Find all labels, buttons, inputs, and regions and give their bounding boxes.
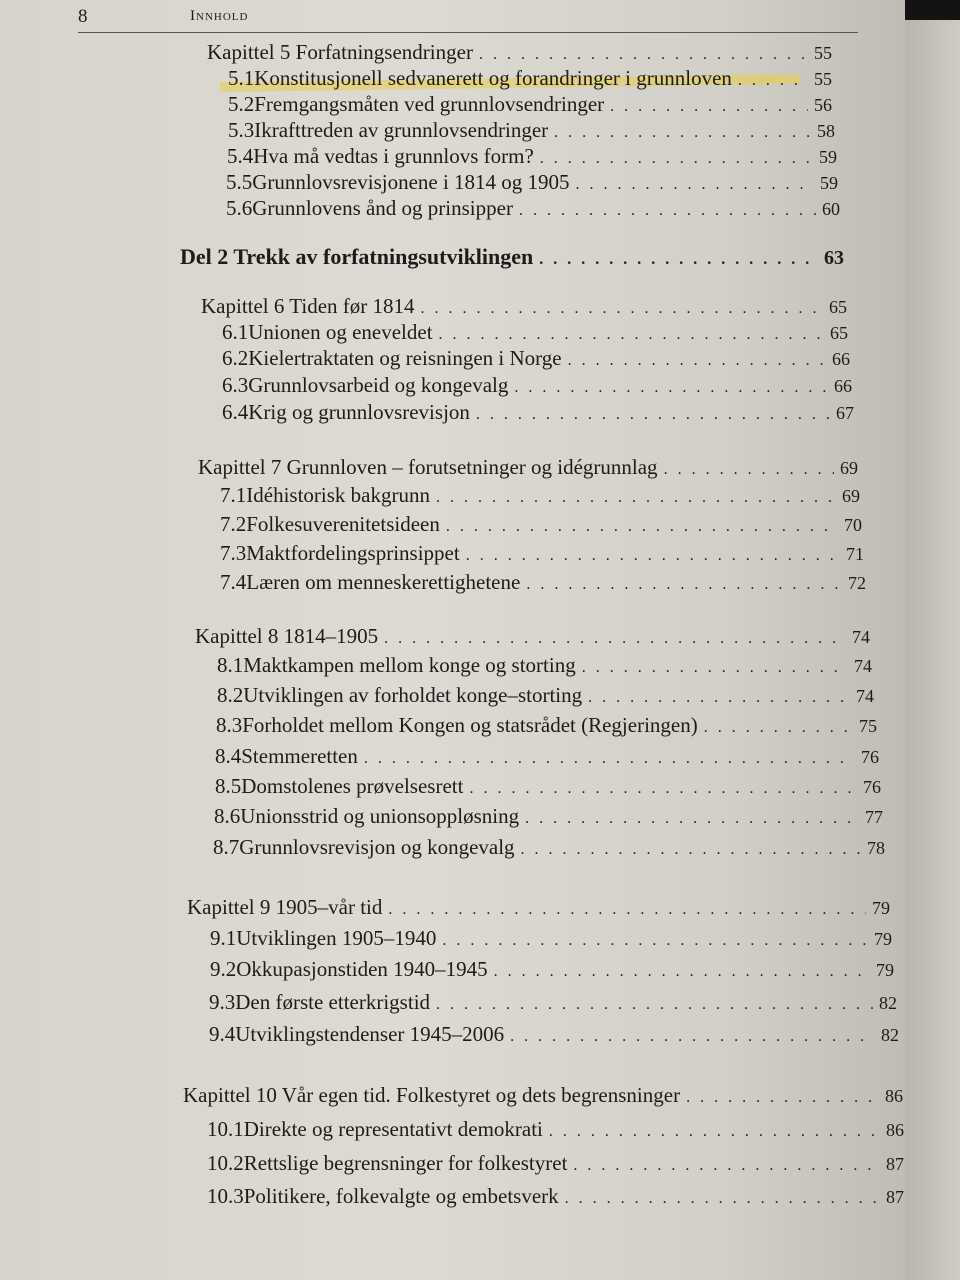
page-ref: 60 — [822, 199, 840, 219]
toc-entry — [207, 40, 832, 65]
section-number: 7.1 — [220, 483, 247, 507]
section-title: Konstitusjonell sedvanerett og forandringer i grunnloven — [254, 66, 732, 90]
toc-entry — [183, 1083, 903, 1108]
page-ref: 69 — [842, 486, 860, 506]
leader-dots — [610, 98, 808, 116]
page-ref: 87 — [886, 1187, 904, 1207]
toc-entry — [222, 373, 852, 398]
section-number: 8.5 — [215, 774, 242, 798]
toc-entry — [214, 804, 883, 829]
chapter-title: Kapittel 5 Forfatningsendringer — [207, 40, 473, 64]
section-title: Direkte og representativt demokrati — [243, 1117, 543, 1141]
toc-entry — [226, 196, 840, 221]
toc-entry — [198, 455, 858, 480]
toc-entry — [228, 92, 832, 117]
toc-entry — [220, 570, 866, 595]
section-number: 6.2 — [222, 346, 249, 370]
toc-entry — [201, 294, 847, 319]
leader-dots — [576, 176, 814, 194]
leader-dots — [686, 1089, 879, 1107]
leader-dots — [664, 461, 834, 479]
section-title: Unionen og eneveldet — [248, 320, 433, 344]
section-number: 8.1 — [217, 653, 244, 677]
page-ref: 71 — [846, 544, 864, 564]
toc-entry — [187, 895, 890, 920]
leader-dots — [364, 750, 855, 768]
page-ref: 69 — [840, 458, 858, 478]
section-number: 5.1 — [228, 66, 255, 90]
page-ref: 55 — [814, 43, 832, 63]
toc-entry — [217, 653, 872, 678]
leader-dots — [540, 150, 813, 168]
chapter-title: Kapittel 9 1905–vår tid — [187, 895, 383, 919]
chapter-title: Kapittel 10 Vår egen tid. Folkestyret og dets begrensninger — [183, 1083, 681, 1107]
leader-dots — [494, 963, 870, 981]
leader-dots — [466, 547, 840, 565]
toc-entry — [215, 774, 881, 799]
leader-dots — [388, 901, 866, 919]
page-ref: 55 — [814, 69, 832, 89]
section-number: 5.5 — [226, 170, 253, 194]
page-ref: 75 — [859, 716, 877, 736]
page-ref: 78 — [867, 838, 885, 858]
section-number: 6.4 — [222, 400, 249, 424]
section-title: Maktkampen mellom konge og storting — [243, 653, 576, 677]
toc-entry — [210, 957, 894, 982]
leader-dots — [738, 72, 808, 90]
page-ref: 86 — [886, 1120, 904, 1140]
page-ref: 82 — [879, 993, 897, 1013]
page-ref: 59 — [820, 173, 838, 193]
toc-entry — [228, 118, 835, 143]
page-ref: 79 — [872, 898, 890, 918]
section-number: 10.2 — [207, 1151, 244, 1175]
leader-dots — [436, 996, 873, 1014]
section-title: Idéhistorisk bakgrunn — [246, 483, 430, 507]
section-number: 9.4 — [209, 1022, 236, 1046]
toc-entry — [209, 1022, 899, 1047]
leader-dots — [526, 576, 842, 594]
section-title: Grunnlovsrevisjonene i 1814 og 1905 — [252, 170, 570, 194]
page-ref: 59 — [819, 147, 837, 167]
section-title: Rettslige begrensninger for folkestyret — [243, 1151, 568, 1175]
toc-entry — [222, 400, 854, 425]
section-title: Forholdet mellom Kongen og statsrådet (Regjeringen) — [242, 713, 698, 737]
page-ref: 82 — [881, 1025, 899, 1045]
chapter-title: Kapittel 8 1814–1905 — [195, 624, 379, 648]
section-number: 7.4 — [220, 570, 247, 594]
section-title: Læren om menneskerettighetene — [246, 570, 521, 594]
section-title: Den første etterkrigstid — [235, 990, 431, 1014]
section-title: Maktfordelingsprinsippet — [246, 541, 460, 565]
toc-entry — [216, 713, 877, 738]
leader-dots — [442, 932, 868, 950]
chapter-title: Kapittel 7 Grunnloven – forutsetninger og idégrunnlag — [198, 455, 658, 479]
section-number: 5.4 — [227, 144, 254, 168]
section-title: Krig og grunnlovsrevisjon — [248, 400, 470, 424]
page-ref: 77 — [865, 807, 883, 827]
page-number: 8 — [78, 6, 88, 27]
section-number: 9.1 — [210, 926, 237, 950]
leader-dots — [588, 689, 850, 707]
page-ref: 67 — [836, 403, 854, 423]
leader-dots — [519, 202, 816, 220]
section-title: Unionsstrid og unionsoppløsning — [240, 804, 520, 828]
leader-dots — [510, 1028, 875, 1046]
page-ref: 76 — [863, 777, 881, 797]
section-number: 8.2 — [217, 683, 244, 707]
toc-entry — [207, 1151, 904, 1176]
part-title: Del 2 Trekk av forfatningsutviklingen — [180, 244, 534, 269]
page-ref: 70 — [844, 515, 862, 535]
page-ref: 65 — [829, 297, 847, 317]
toc-entry — [207, 1117, 904, 1142]
toc-entry — [220, 512, 862, 537]
leader-dots — [525, 810, 859, 828]
leader-dots — [421, 300, 824, 318]
toc-entry — [220, 483, 860, 508]
toc-entry — [217, 683, 874, 708]
leader-dots — [521, 841, 861, 859]
section-number: 10.3 — [207, 1184, 244, 1208]
toc-entry — [226, 170, 838, 195]
toc-entry — [228, 66, 832, 91]
page-ref: 74 — [852, 627, 870, 647]
section-number: 9.2 — [210, 957, 237, 981]
page-ref: 79 — [874, 929, 892, 949]
leader-dots — [514, 379, 828, 397]
toc-entry — [227, 144, 837, 169]
leader-dots — [384, 630, 846, 648]
leader-dots — [582, 659, 848, 677]
page-ref: 63 — [824, 247, 844, 269]
section-title: Utviklingen 1905–1940 — [236, 926, 437, 950]
leader-dots — [704, 719, 853, 737]
section-title: Politikere, folkevalgte og embetsverk — [243, 1184, 559, 1208]
section-number: 6.3 — [222, 373, 249, 397]
section-title: Utviklingen av forholdet konge–storting — [243, 683, 583, 707]
section-number: 5.2 — [228, 92, 255, 116]
leader-dots — [439, 326, 824, 344]
page-ref: 79 — [876, 960, 894, 980]
leader-dots — [565, 1190, 880, 1208]
toc-part-entry — [180, 244, 844, 270]
toc-entry — [222, 346, 850, 371]
leader-dots — [554, 124, 811, 142]
running-head: Innhold — [190, 8, 249, 24]
toc-entry — [220, 541, 864, 566]
toc-entry — [209, 990, 897, 1015]
section-title: Utviklingstendenser 1945–2006 — [235, 1022, 505, 1046]
section-number: 8.7 — [213, 835, 240, 859]
page-ref: 74 — [854, 656, 872, 676]
section-number: 7.3 — [220, 541, 247, 565]
section-number: 8.4 — [215, 744, 242, 768]
section-title: Grunnlovsarbeid og kongevalg — [248, 373, 509, 397]
section-title: Okkupasjonstiden 1940–1945 — [236, 957, 488, 981]
section-title: Kielertraktaten og reisningen i Norge — [248, 346, 562, 370]
toc-entry — [222, 320, 848, 345]
chapter-title: Kapittel 6 Tiden før 1814 — [201, 294, 415, 318]
toc-entry — [213, 835, 885, 860]
page-ref: 65 — [830, 323, 848, 343]
page-ref: 87 — [886, 1154, 904, 1174]
section-title: Hva må vedtas i grunnlovs form? — [253, 144, 534, 168]
section-number: 7.2 — [220, 512, 247, 536]
page-ref: 66 — [834, 376, 852, 396]
page-ref: 72 — [848, 573, 866, 593]
toc-entry — [207, 1184, 904, 1209]
leader-dots — [539, 251, 818, 269]
section-title: Grunnlovens ånd og prinsipper — [252, 196, 513, 220]
leader-dots — [436, 489, 836, 507]
adjacent-page-edge — [905, 20, 960, 1280]
toc-entry — [215, 744, 879, 769]
page-ref: 58 — [817, 121, 835, 141]
page-ref: 56 — [814, 95, 832, 115]
leader-dots — [476, 406, 830, 424]
section-title: Domstolenes prøvelsesrett — [241, 774, 464, 798]
section-title: Grunnlovsrevisjon og kongevalg — [239, 835, 515, 859]
leader-dots — [549, 1123, 880, 1141]
page-ref: 74 — [856, 686, 874, 706]
page-ref: 76 — [861, 747, 879, 767]
toc-entry — [195, 624, 870, 649]
page-ref: 66 — [832, 349, 850, 369]
leader-dots — [446, 518, 838, 536]
section-number: 6.1 — [222, 320, 249, 344]
section-number: 9.3 — [209, 990, 236, 1014]
leader-dots — [469, 780, 857, 798]
section-number: 8.3 — [216, 713, 243, 737]
section-number: 10.1 — [207, 1117, 244, 1141]
section-title: Stemmeretten — [241, 744, 358, 768]
section-number: 5.6 — [226, 196, 253, 220]
section-number: 5.3 — [228, 118, 255, 142]
toc-entry — [210, 926, 892, 951]
section-title: Fremgangsmåten ved grunnlovsendringer — [254, 92, 605, 116]
page-ref: 86 — [885, 1086, 903, 1106]
section-title: Ikrafttreden av grunnlovsendringer — [254, 118, 549, 142]
section-number: 8.6 — [214, 804, 241, 828]
leader-dots — [568, 352, 826, 370]
leader-dots — [479, 46, 808, 64]
leader-dots — [573, 1157, 880, 1175]
section-title: Folkesuverenitetsideen — [246, 512, 440, 536]
